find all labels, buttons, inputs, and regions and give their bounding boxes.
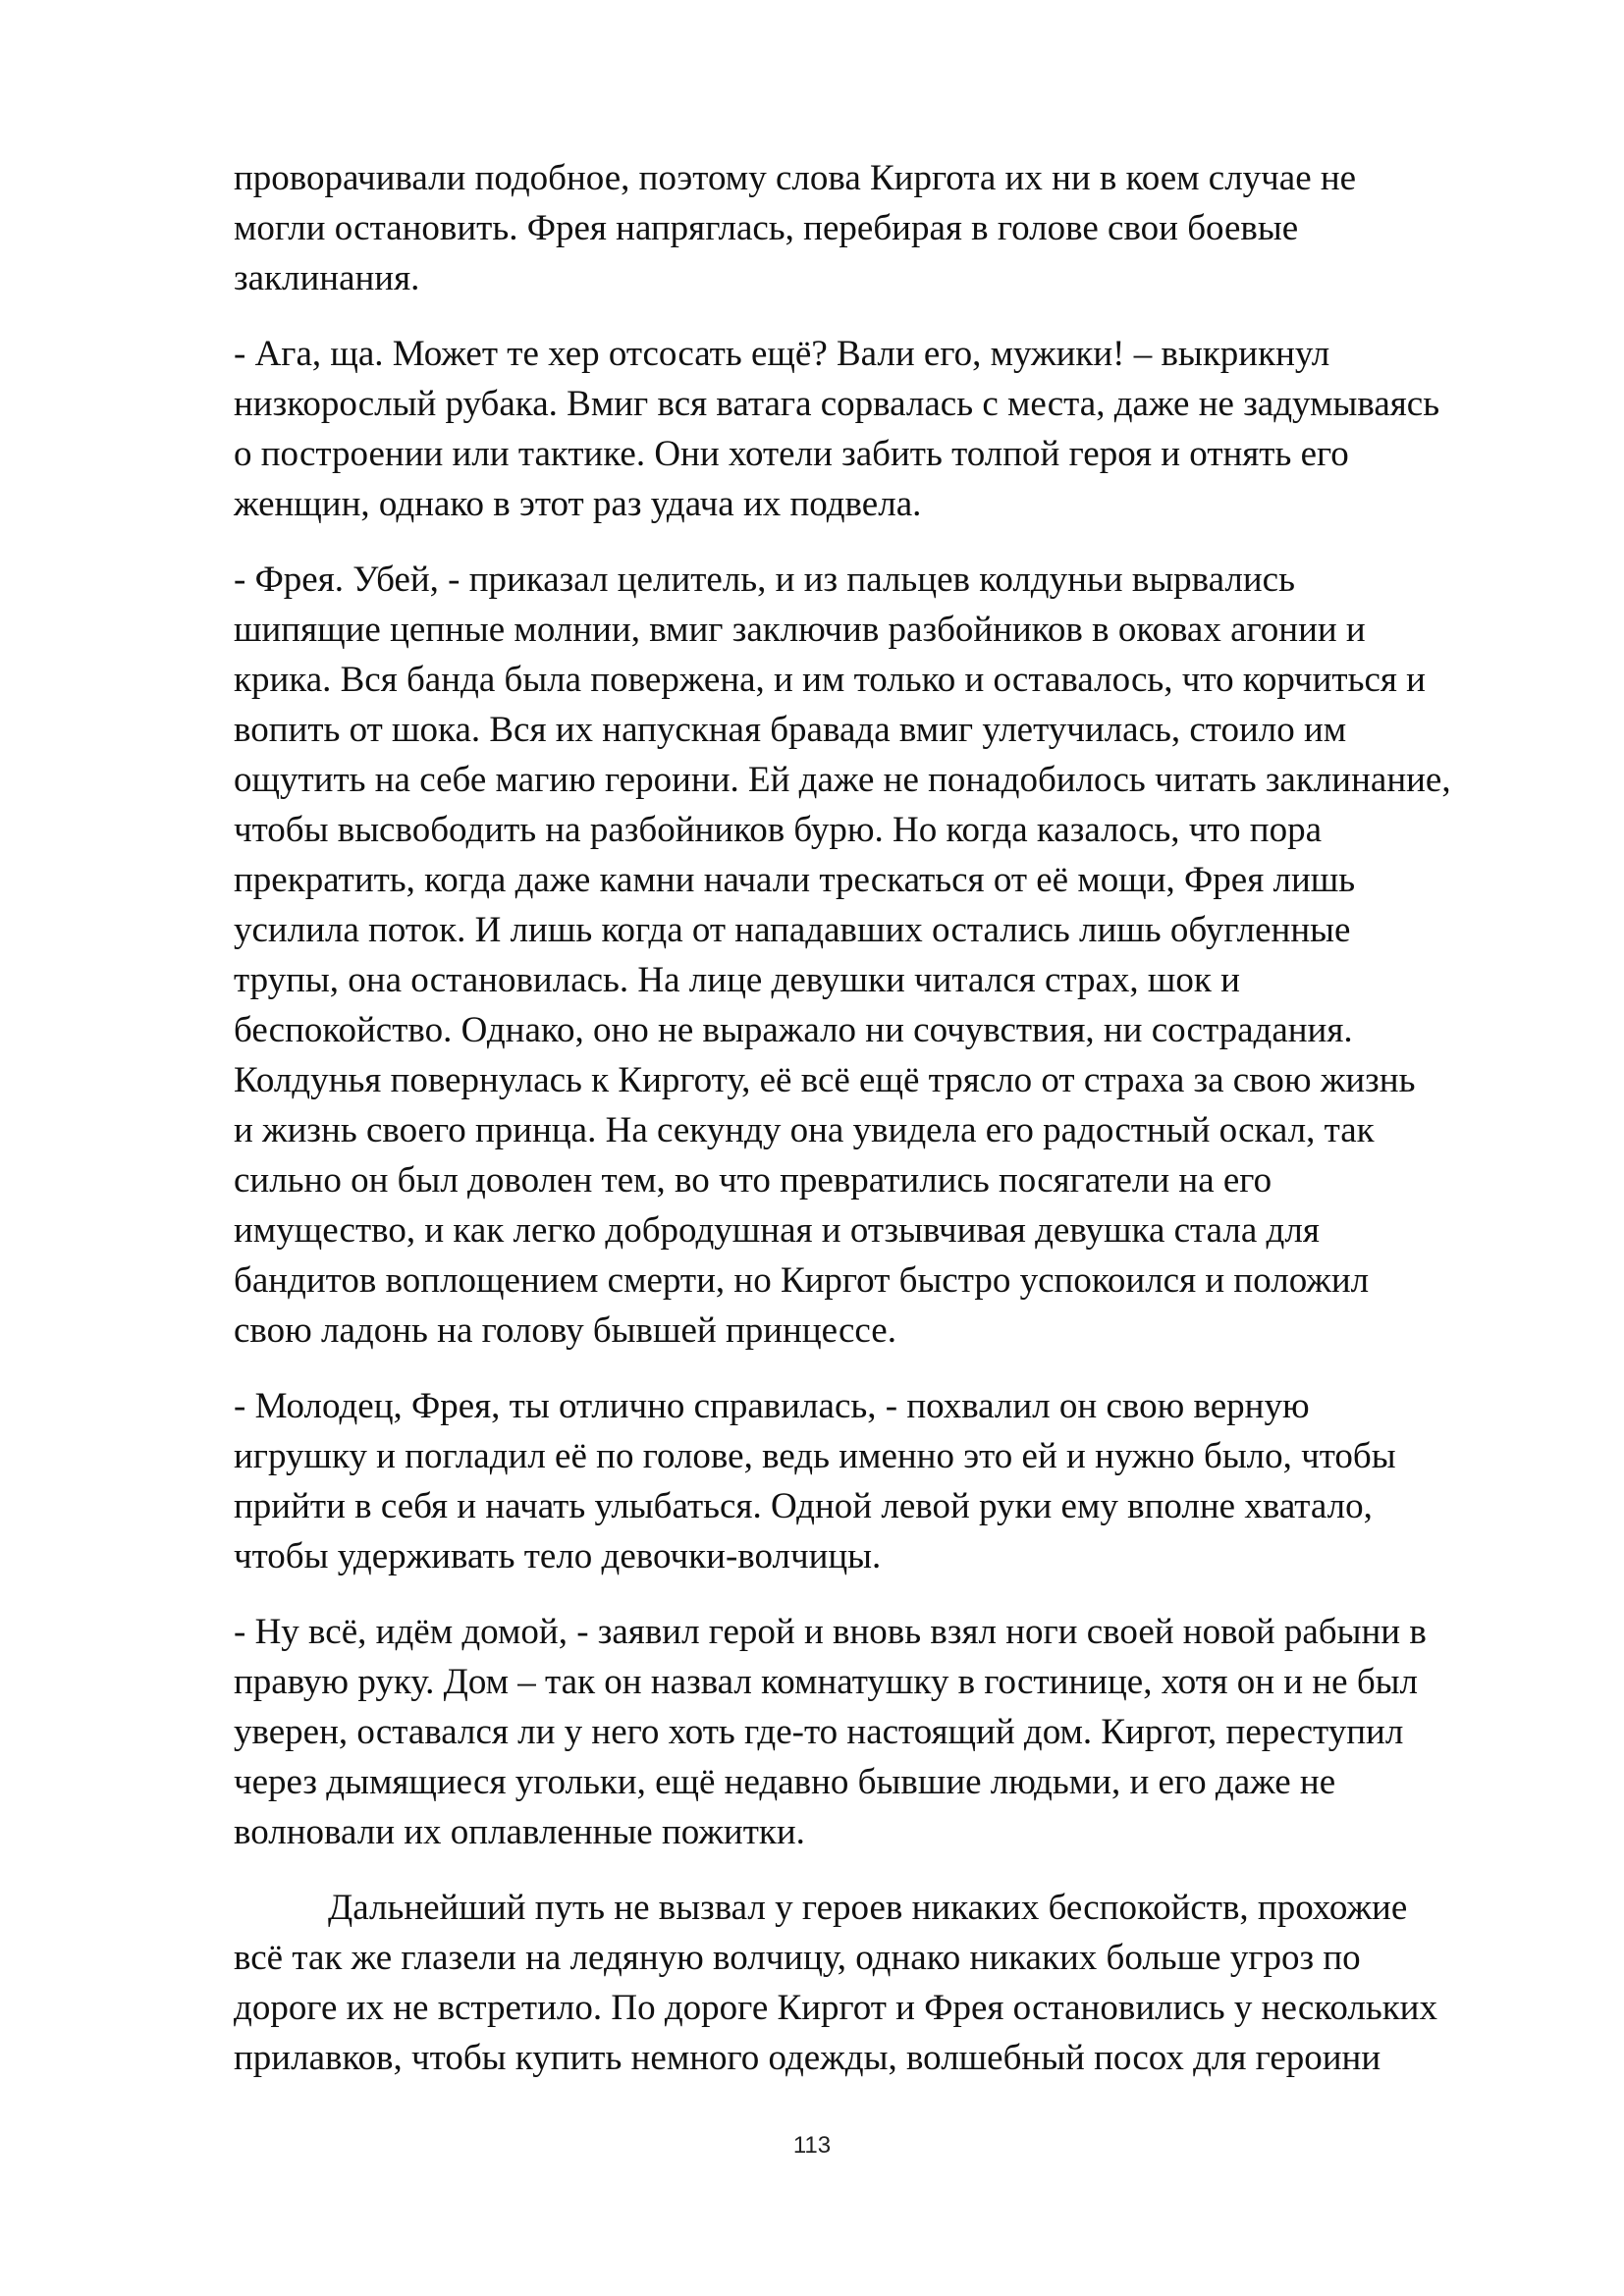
text-line: беспокойство. Однако, оно не выражало ни сочувствия, ни сострадания. [234,1010,1353,1050]
text-line: вопить от шока. Вся их напускная бравада вмиг улетучилась, стоило им [234,710,1347,750]
paragraph-2 [234,329,1532,529]
text-line: через дымящиеся угольки, ещё недавно бывшие людьми, и его даже не [234,1762,1336,1802]
page-number: 113 [792,2132,832,2159]
text-line: игрушку и погладил её по голове, ведь именно это ей и нужно было, чтобы [234,1436,1396,1476]
text-line: дороге их не встретило. По дороге Киргот и Фрея остановились у нескольких [234,1988,1437,2028]
text-line: женщин, однако в этот раз удача их подвела. [234,484,922,524]
text-line: проворачивали подобное, поэтому слова Киргота их ни в коем случае не [234,158,1357,198]
text-line: - Молодец, Фрея, ты отлично справилась, - похвалил он свою верную [234,1386,1310,1426]
text-line: чтобы удерживать тело девочки-волчицы. [234,1536,882,1576]
text-line: имущество, и как легко добродушная и отзывчивая девушка стала для [234,1210,1320,1251]
text-line: всё так же глазели на ледяную волчицу, однако никаких больше угроз по [234,1938,1361,1978]
text-line: - Ага, ща. Может те хер отсосать ещё? Вали его, мужики! – выкрикнул [234,334,1330,374]
paragraph-3 [234,555,1532,1356]
text-line: волновали их оплавленные пожитки. [234,1812,805,1852]
text-line: прилавков, чтобы купить немного одежды, волшебный посох для героини [234,2038,1381,2078]
text-line: крика. Вся банда была повержена, и им только и оставалось, что корчиться и [234,660,1426,700]
text-line: усилила поток. И лишь когда от нападавших остались лишь обугленные [234,910,1351,950]
text-line: - Ну всё, идём домой, - заявил герой и вновь взял ноги своей новой рабыни в [234,1612,1427,1652]
paragraph-5 [234,1607,1532,1857]
text-line: Колдунья повернулась к Кирготу, её всё ещё трясло от страха за свою жизнь [234,1060,1416,1100]
text-line: - Фрея. Убей, - приказал целитель, и из пальцев колдуньи вырвались [234,560,1295,600]
text-line: и жизнь своего принца. На секунду она увидела его радостный оскал, так [234,1110,1375,1150]
text-line: уверен, оставался ли у него хоть где-то настоящий дом. Киргот, переступил [234,1712,1404,1752]
text-line: Дальнейший путь не вызвал у героев никаких беспокойств, прохожие [328,1888,1408,1928]
text-line: свою ладонь на голову бывшей принцессе. [234,1310,896,1351]
text-line: ощутить на себе магию героини. Ей даже не понадобилось читать заклинание, [234,760,1451,800]
text-line: низкорослый рубака. Вмиг вся ватага сорвалась с места, даже не задумываясь [234,384,1440,424]
text-line: шипящие цепные молнии, вмиг заключив разбойников в оковах агонии и [234,610,1366,650]
paragraph-6 [234,1883,1532,2083]
text-line: прийти в себя и начать улыбаться. Одной левой руки ему вполне хватало, [234,1486,1373,1526]
text-line: сильно он был доволен тем, во что превратились посягатели на его [234,1160,1272,1201]
text-line: прекратить, когда даже камни начали трескаться от её мощи, Фрея лишь [234,860,1356,900]
paragraph-1 [234,153,1532,303]
text-line: могли остановить. Фрея напряглась, перебирая в голове свои боевые [234,208,1299,248]
text-line: чтобы высвободить на разбойников бурю. Но когда казалось, что пора [234,810,1323,850]
text-line: о построении или тактике. Они хотели забить толпой героя и отнять его [234,434,1349,474]
body-text [234,153,1532,2109]
text-line: правую руку. Дом – так он назвал комнатушку в гостинице, хотя он и не был [234,1662,1418,1702]
paragraph-4 [234,1381,1532,1581]
text-line: бандитов воплощением смерти, но Киргот быстро успокоился и положил [234,1260,1370,1301]
text-line: заклинания. [234,258,420,298]
text-line: трупы, она остановилась. На лице девушки читался страх, шок и [234,960,1240,1000]
